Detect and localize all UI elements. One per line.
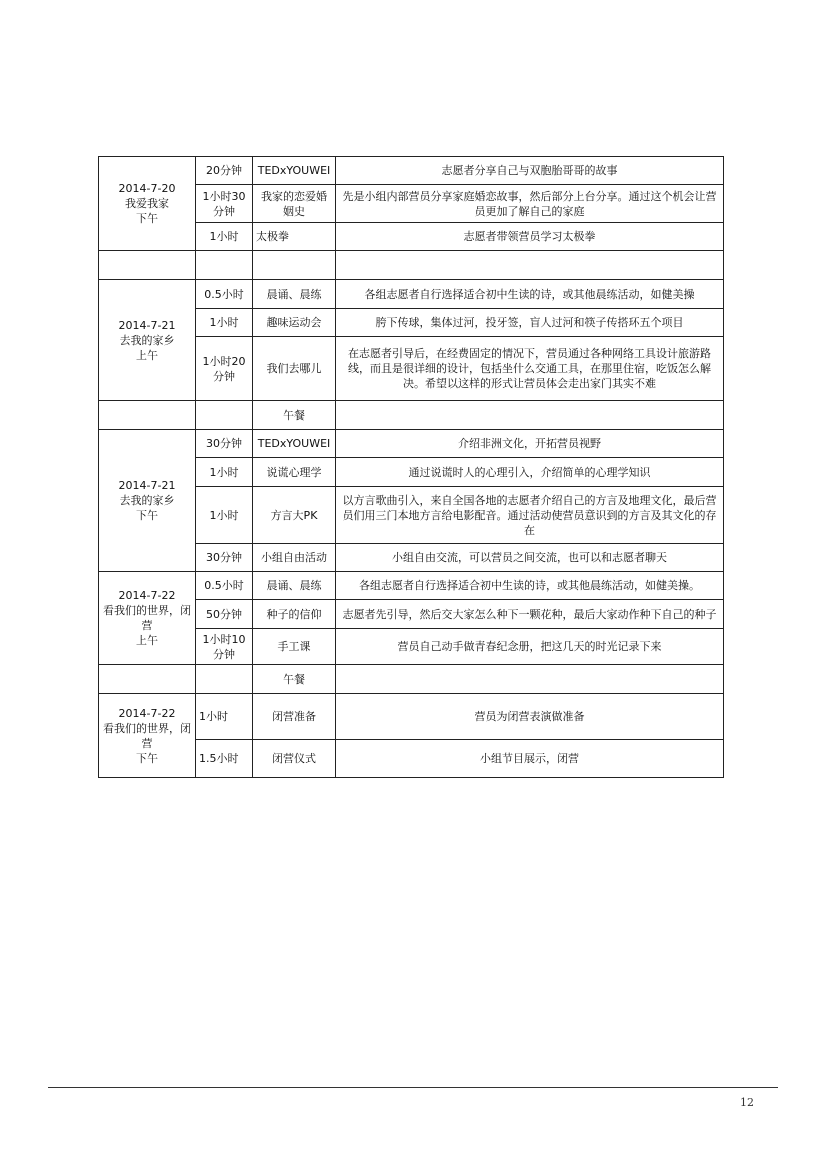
date-label: 2014-7-20 [118, 182, 176, 195]
empty-cell [196, 401, 253, 430]
empty-cell [99, 401, 196, 430]
activity-description: 小组节目展示，闭营 [336, 740, 724, 778]
date-label: 2014-7-22 [118, 706, 176, 720]
schedule-table [98, 156, 724, 778]
table-row [99, 694, 724, 740]
theme-label: 看我们的世界，闭营 [103, 721, 191, 750]
duration-cell: 30分钟 [196, 544, 253, 572]
page-number: 12 [740, 1096, 754, 1109]
theme-label: 我爱我家 [125, 197, 169, 210]
period-label: 下午 [136, 509, 158, 522]
date-cell [99, 430, 196, 572]
date-cell [99, 280, 196, 401]
duration-cell: 1小时 [196, 458, 253, 487]
theme-label: 去我的家乡 [119, 333, 175, 347]
empty-cell [336, 401, 724, 430]
activity-title: 我家的恋爱婚姻史 [253, 185, 336, 223]
activity-title: TEDxYOUWEI [253, 430, 336, 458]
activity-title: 太极拳 [253, 223, 336, 251]
date-label: 2014-7-21 [118, 479, 176, 492]
empty-cell [336, 665, 724, 694]
duration-cell: 0.5小时 [196, 572, 253, 600]
date-cell [99, 694, 196, 778]
activity-description: 介绍非洲文化，开拓营员视野 [336, 430, 724, 458]
duration-cell: 1小时 [196, 309, 253, 337]
activity-description: 志愿者分享自己与双胞胎哥哥的故事 [336, 157, 724, 185]
activity-description: 通过说谎时人的心理引入，介绍简单的心理学知识 [336, 458, 724, 487]
period-label: 上午 [136, 634, 158, 647]
date-label: 2014-7-21 [118, 318, 176, 332]
table-row [99, 157, 724, 185]
duration-cell: 1小时 [196, 223, 253, 251]
activity-title: 说谎心理学 [253, 458, 336, 487]
activity-description: 各组志愿者自行选择适合初中生读的诗，或其他晨练活动，如健美操。 [336, 572, 724, 600]
duration-cell: 1.5小时 [196, 740, 253, 778]
footer-divider [48, 1087, 778, 1088]
activity-description: 在志愿者引导后，在经费固定的情况下，营员通过各种网络工具设计旅游路线，而且是很详细的设计，包括坐什么交通工具，在那里住宿，吃饭怎么解决。希望以这样的形式让营员体会走出家门其实不难 [336, 337, 724, 401]
activity-description: 先是小组内部营员分享家庭婚恋故事，然后部分上台分享。通过这个机会让营员更加了解自己的家庭 [336, 185, 724, 223]
activity-title: TEDxYOUWEI [253, 157, 336, 185]
table-row [99, 572, 724, 600]
duration-cell: 1小时20分钟 [196, 337, 253, 401]
table-row [99, 280, 724, 309]
activity-title: 晨诵、晨练 [253, 280, 336, 309]
period-label: 下午 [136, 212, 158, 225]
empty-cell [99, 665, 196, 694]
activity-title: 种子的信仰 [253, 600, 336, 629]
empty-cell [336, 251, 724, 280]
theme-label: 看我们的世界，闭营 [103, 604, 191, 632]
activity-title: 晨诵、晨练 [253, 572, 336, 600]
activity-description [336, 600, 724, 629]
table-row-lunch [99, 401, 724, 430]
date-cell [99, 157, 196, 251]
duration-cell: 1小时 [196, 487, 253, 544]
period-label: 上午 [136, 348, 158, 362]
theme-label: 去我的家乡 [119, 494, 175, 507]
activity-title: 手工课 [253, 629, 336, 665]
activity-description: 小组自由交流，可以营员之间交流，也可以和志愿者聊天 [336, 544, 724, 572]
date-cell [99, 572, 196, 665]
lunch-label: 午餐 [253, 665, 336, 694]
empty-cell [196, 251, 253, 280]
activity-description: 营员自己动手做青春纪念册，把这几天的时光记录下来 [336, 629, 724, 665]
activity-description: 营员为闭营表演做准备 [336, 694, 724, 740]
activity-description: 各组志愿者自行选择适合初中生读的诗，或其他晨练活动，如健美操 [336, 280, 724, 309]
empty-cell [253, 251, 336, 280]
duration-cell: 1小时10分钟 [196, 629, 253, 665]
date-label: 2014-7-22 [118, 589, 176, 602]
table-row-lunch [99, 665, 724, 694]
empty-cell [99, 251, 196, 280]
activity-title: 方言大PK [253, 487, 336, 544]
duration-cell: 30分钟 [196, 430, 253, 458]
table-row-blank [99, 251, 724, 280]
duration-cell: 50分钟 [196, 600, 253, 629]
activity-title: 闭营准备 [253, 694, 336, 740]
activity-description: 以方言歌曲引入，来自全国各地的志愿者介绍自己的方言及地理文化，最后营员们用三门本地方言给电影配音。通过活动使营员意识到的方言及其文化的存在 [336, 487, 724, 544]
period-label: 下午 [136, 751, 158, 765]
activity-description-text: 志愿者先引导，然后交大家怎么种下一颗花种，最后大家动作种下自己的种子 [342, 607, 717, 621]
activity-title: 趣味运动会 [253, 309, 336, 337]
duration-cell: 20分钟 [196, 157, 253, 185]
activity-title: 闭营仪式 [253, 740, 336, 778]
activity-description: 胯下传球，集体过河，投牙签，盲人过河和筷子传搭环五个项目 [336, 309, 724, 337]
lunch-label: 午餐 [253, 401, 336, 430]
duration-cell: 1小时 [196, 694, 253, 740]
empty-cell [196, 665, 253, 694]
duration-cell: 0.5小时 [196, 280, 253, 309]
activity-title: 我们去哪儿 [253, 337, 336, 401]
activity-title: 小组自由活动 [253, 544, 336, 572]
duration-cell: 1小时30分钟 [196, 185, 253, 223]
activity-description: 志愿者带领营员学习太极拳 [336, 223, 724, 251]
table-row [99, 430, 724, 458]
